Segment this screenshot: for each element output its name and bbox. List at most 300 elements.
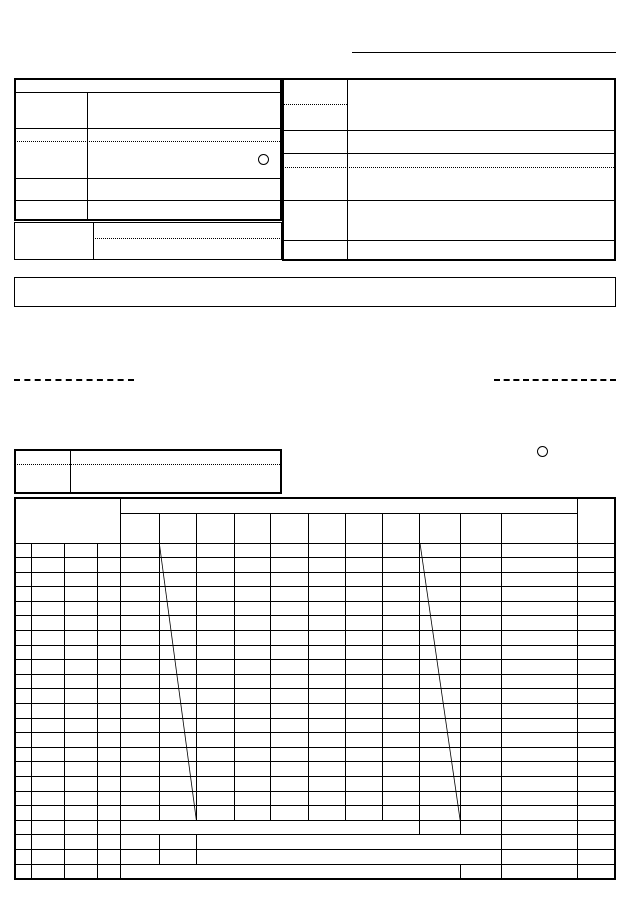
row-month[interactable] — [64, 631, 97, 646]
cell-one-month — [460, 747, 501, 762]
cell-exam[interactable] — [383, 777, 420, 792]
cell-exam[interactable] — [196, 747, 234, 762]
row-month[interactable] — [64, 558, 97, 573]
cell-exam[interactable] — [196, 543, 234, 558]
cell-exam[interactable] — [383, 601, 420, 616]
cell-total[interactable] — [501, 806, 577, 821]
row-day[interactable] — [97, 835, 120, 850]
col-newborn-hearing — [420, 513, 460, 543]
cell-exam[interactable] — [383, 733, 420, 748]
cell-total[interactable] — [501, 645, 577, 660]
col-htlv — [271, 513, 309, 543]
cell-exam[interactable] — [271, 645, 309, 660]
row-year[interactable] — [31, 864, 64, 879]
cell-exam[interactable] — [346, 631, 383, 646]
cell-exam[interactable] — [271, 718, 309, 733]
row-day[interactable] — [97, 587, 120, 602]
row-day[interactable] — [97, 747, 120, 762]
row-day[interactable] — [97, 718, 120, 733]
cell-remarks[interactable] — [578, 601, 615, 616]
row-year[interactable] — [31, 689, 64, 704]
cell-exam[interactable] — [309, 791, 346, 806]
cell-total[interactable] — [501, 820, 577, 835]
row-day[interactable] — [97, 733, 120, 748]
cell-exam[interactable] — [346, 689, 383, 704]
row-month[interactable] — [64, 791, 97, 806]
row-year[interactable] — [31, 777, 64, 792]
cell-exam[interactable] — [383, 674, 420, 689]
row-year[interactable] — [31, 601, 64, 616]
row-year[interactable] — [31, 704, 64, 719]
cell-exam[interactable] — [309, 558, 346, 573]
row-month[interactable] — [64, 864, 97, 879]
row-number — [15, 543, 31, 558]
cell-remarks[interactable] — [578, 572, 615, 587]
cell-exam[interactable] — [309, 616, 346, 631]
cell-postpartum[interactable] — [159, 835, 196, 850]
cell-exam[interactable] — [235, 631, 271, 646]
row-day[interactable] — [97, 704, 120, 719]
cell-total[interactable] — [501, 660, 577, 675]
cell-exam[interactable] — [271, 616, 309, 631]
cell-exam[interactable] — [346, 762, 383, 777]
table-row — [15, 791, 615, 806]
cell-remarks[interactable] — [578, 791, 615, 806]
cell-total[interactable] — [501, 543, 577, 558]
row-year[interactable] — [31, 747, 64, 762]
cell-exam[interactable] — [346, 747, 383, 762]
cell-exam[interactable] — [383, 543, 420, 558]
table-row — [15, 762, 615, 777]
cell-exam[interactable] — [346, 806, 383, 821]
cell-exam[interactable] — [196, 733, 234, 748]
cell-remarks[interactable] — [578, 849, 615, 864]
cell-exam[interactable] — [346, 777, 383, 792]
cell-exam[interactable] — [271, 601, 309, 616]
cell-remarks[interactable] — [578, 718, 615, 733]
row-year[interactable] — [31, 849, 64, 864]
cell-exam[interactable] — [309, 572, 346, 587]
cell-total[interactable] — [501, 791, 577, 806]
cell-total[interactable] — [501, 601, 577, 616]
row-month[interactable] — [64, 835, 97, 850]
cell-exam[interactable] — [271, 631, 309, 646]
cell-exam[interactable] — [235, 616, 271, 631]
cell-exam[interactable] — [346, 601, 383, 616]
cell-exam[interactable] — [346, 718, 383, 733]
cell-basic[interactable] — [120, 631, 159, 646]
cell-exam[interactable] — [196, 558, 234, 573]
cell-exam[interactable] — [309, 660, 346, 675]
cell-postpartum — [159, 689, 196, 704]
cell-exam[interactable] — [309, 645, 346, 660]
row-day[interactable] — [97, 689, 120, 704]
cell-remarks[interactable] — [578, 674, 615, 689]
cell-exam[interactable] — [196, 587, 234, 602]
cell-exam[interactable] — [271, 572, 309, 587]
cell-exam[interactable] — [309, 601, 346, 616]
cell-exam[interactable] — [346, 733, 383, 748]
cell-basic[interactable] — [120, 543, 159, 558]
cell-exam[interactable] — [346, 674, 383, 689]
table-row — [15, 718, 615, 733]
cell-exam[interactable] — [383, 747, 420, 762]
cell-exam[interactable] — [271, 660, 309, 675]
cell-basic[interactable] — [120, 791, 159, 806]
row-day[interactable] — [97, 762, 120, 777]
cell-total[interactable] — [501, 631, 577, 646]
cell-exam[interactable] — [235, 791, 271, 806]
row-day[interactable] — [97, 674, 120, 689]
cell-exam[interactable] — [235, 704, 271, 719]
cell-exam[interactable] — [309, 689, 346, 704]
cell-exam[interactable] — [271, 747, 309, 762]
row-month[interactable] — [64, 849, 97, 864]
row-month[interactable] — [64, 777, 97, 792]
row-month[interactable] — [64, 689, 97, 704]
cell-remarks[interactable] — [578, 733, 615, 748]
cell-exam[interactable] — [309, 747, 346, 762]
cell-exam[interactable] — [346, 587, 383, 602]
bank-name-input[interactable] — [349, 80, 613, 102]
cell-exam[interactable] — [346, 543, 383, 558]
cell-exam[interactable] — [235, 587, 271, 602]
cell-exam[interactable] — [346, 572, 383, 587]
row-year[interactable] — [31, 572, 64, 587]
row-day[interactable] — [97, 820, 120, 835]
cell-exam[interactable] — [346, 660, 383, 675]
cell-total[interactable] — [501, 674, 577, 689]
cell-exam[interactable] — [235, 558, 271, 573]
cell-exam[interactable] — [196, 631, 234, 646]
row-month[interactable] — [64, 733, 97, 748]
col-gbs — [346, 513, 383, 543]
cell-exam[interactable] — [196, 616, 234, 631]
cell-exam[interactable] — [383, 572, 420, 587]
cell-exam[interactable] — [383, 587, 420, 602]
cell-one-month — [460, 777, 501, 792]
cell-exam[interactable] — [383, 689, 420, 704]
cell-basic[interactable] — [120, 762, 159, 777]
cell-basic[interactable] — [120, 645, 159, 660]
cell-exam[interactable] — [235, 543, 271, 558]
cell-exam[interactable] — [196, 660, 234, 675]
cell-remarks[interactable] — [578, 762, 615, 777]
row-year[interactable] — [31, 791, 64, 806]
cell-exam[interactable] — [235, 806, 271, 821]
cell-exam[interactable] — [196, 572, 234, 587]
cell-exam[interactable] — [346, 704, 383, 719]
cell-basic[interactable] — [120, 806, 159, 821]
fee-header — [120, 498, 578, 513]
cell-total[interactable] — [501, 616, 577, 631]
cell-basic[interactable] — [120, 689, 159, 704]
cell-exam[interactable] — [383, 660, 420, 675]
cell-exam[interactable] — [235, 689, 271, 704]
cell-remarks[interactable] — [578, 645, 615, 660]
cell-exam[interactable] — [235, 718, 271, 733]
cell-exam[interactable] — [383, 762, 420, 777]
cell-exam[interactable] — [235, 572, 271, 587]
row-month[interactable] — [64, 587, 97, 602]
cell-one-month — [460, 631, 501, 646]
cell-one-month[interactable] — [460, 864, 501, 879]
table-row — [15, 543, 615, 558]
row-year[interactable] — [31, 820, 64, 835]
cell-exam[interactable] — [235, 645, 271, 660]
cell-exam[interactable] — [271, 558, 309, 573]
row-day[interactable] — [97, 601, 120, 616]
cell-basic[interactable] — [120, 777, 159, 792]
cell-newborn-hearing — [420, 601, 460, 616]
row-day[interactable] — [97, 806, 120, 821]
cell-basic[interactable] — [120, 718, 159, 733]
row-year[interactable] — [31, 660, 64, 675]
cell-basic[interactable] — [120, 616, 159, 631]
cell-exam[interactable] — [196, 704, 234, 719]
row-day[interactable] — [97, 864, 120, 879]
cell-remarks[interactable] — [578, 806, 615, 821]
cell-exam[interactable] — [309, 733, 346, 748]
row-year[interactable] — [31, 587, 64, 602]
col-postpartum — [159, 513, 196, 543]
visit-date-header — [15, 498, 120, 543]
patient-name-input[interactable] — [72, 466, 280, 492]
cell-exam[interactable] — [383, 718, 420, 733]
row-month[interactable] — [64, 820, 97, 835]
row-year[interactable] — [31, 645, 64, 660]
cell-total[interactable] — [501, 718, 577, 733]
cell-basic[interactable] — [120, 733, 159, 748]
cell-exam[interactable] — [196, 762, 234, 777]
cell-exam[interactable] — [309, 704, 346, 719]
table-row — [15, 660, 615, 675]
cell-exam[interactable] — [309, 674, 346, 689]
cell-remarks[interactable] — [578, 587, 615, 602]
row-number — [15, 660, 31, 675]
cell-exam[interactable] — [309, 777, 346, 792]
cell-exam[interactable] — [309, 762, 346, 777]
cell-newborn-hearing — [420, 806, 460, 821]
cell-exam[interactable] — [271, 587, 309, 602]
cell-exam[interactable] — [196, 689, 234, 704]
cell-exam[interactable] — [309, 543, 346, 558]
row-day[interactable] — [97, 572, 120, 587]
cell-exam[interactable] — [383, 704, 420, 719]
cell-postpartum — [159, 733, 196, 748]
row-number — [15, 704, 31, 719]
cell-remarks[interactable] — [578, 835, 615, 850]
row-month[interactable] — [64, 572, 97, 587]
table-row — [15, 733, 615, 748]
cell-basic[interactable] — [120, 572, 159, 587]
cell-remarks[interactable] — [578, 777, 615, 792]
row-month[interactable] — [64, 660, 97, 675]
row-month[interactable] — [64, 806, 97, 821]
cell-total[interactable] — [501, 689, 577, 704]
cell-exam[interactable] — [235, 777, 271, 792]
cell-newborn-hearing — [420, 777, 460, 792]
cell-exam[interactable] — [271, 762, 309, 777]
cell-exam[interactable] — [271, 689, 309, 704]
cell-exam[interactable] — [346, 558, 383, 573]
cell-exam[interactable] — [271, 791, 309, 806]
row-number — [15, 762, 31, 777]
address-input[interactable] — [90, 96, 278, 126]
row-year[interactable] — [31, 718, 64, 733]
row-month[interactable] — [64, 762, 97, 777]
cell-exam[interactable] — [196, 718, 234, 733]
cell-exam[interactable] — [309, 718, 346, 733]
cell-basic[interactable] — [120, 558, 159, 573]
cell-exam[interactable] — [346, 645, 383, 660]
cell-total[interactable] — [501, 704, 577, 719]
cell-exam[interactable] — [271, 777, 309, 792]
row-day[interactable] — [97, 543, 120, 558]
row-year[interactable] — [31, 543, 64, 558]
cell-total[interactable] — [501, 587, 577, 602]
table-row — [15, 631, 615, 646]
cell-exam[interactable] — [235, 733, 271, 748]
row-month[interactable] — [64, 645, 97, 660]
cell-basic[interactable] — [120, 601, 159, 616]
cell-exam[interactable] — [235, 762, 271, 777]
row-day[interactable] — [97, 791, 120, 806]
cell-total[interactable] — [501, 733, 577, 748]
cell-exam[interactable] — [383, 631, 420, 646]
row-year[interactable] — [31, 616, 64, 631]
row-number — [15, 689, 31, 704]
cell-postpartum — [159, 645, 196, 660]
cell-exam[interactable] — [196, 806, 234, 821]
cell-remarks[interactable] — [578, 616, 615, 631]
row-day[interactable] — [97, 777, 120, 792]
cell-exam[interactable] — [271, 733, 309, 748]
cell-exam[interactable] — [383, 806, 420, 821]
cell-exam[interactable] — [196, 601, 234, 616]
cell-total[interactable] — [501, 558, 577, 573]
cell-exam[interactable] — [309, 631, 346, 646]
row-year[interactable] — [31, 762, 64, 777]
cell-one-month — [460, 820, 501, 835]
row-number — [15, 572, 31, 587]
cell-remarks[interactable] — [578, 864, 615, 879]
cell-exam[interactable] — [383, 645, 420, 660]
cell-exam[interactable] — [346, 616, 383, 631]
row-number — [15, 747, 31, 762]
cell-exam[interactable] — [196, 777, 234, 792]
table-row — [15, 849, 615, 864]
cell-remarks[interactable] — [578, 631, 615, 646]
row-month[interactable] — [64, 718, 97, 733]
cell-exam[interactable] — [383, 558, 420, 573]
cell-remarks[interactable] — [578, 704, 615, 719]
cell-basic[interactable] — [120, 747, 159, 762]
row-day[interactable] — [97, 631, 120, 646]
cell-total[interactable] — [501, 747, 577, 762]
cell-one-month — [460, 806, 501, 821]
claimant-name-input[interactable] — [90, 131, 278, 177]
cell-one-month — [460, 616, 501, 631]
row-month[interactable] — [64, 704, 97, 719]
cell-exam[interactable] — [383, 791, 420, 806]
cell-exam[interactable] — [271, 543, 309, 558]
row-year[interactable] — [31, 674, 64, 689]
cell-exam[interactable] — [309, 587, 346, 602]
cell-postpartum — [159, 601, 196, 616]
row-month[interactable] — [64, 747, 97, 762]
cell-exam[interactable] — [271, 806, 309, 821]
row-month[interactable] — [64, 601, 97, 616]
cell-remarks[interactable] — [578, 543, 615, 558]
cell-exam[interactable] — [346, 791, 383, 806]
cell-newborn-hearing — [420, 543, 460, 558]
cell-remarks[interactable] — [578, 558, 615, 573]
cell-total[interactable] — [501, 835, 577, 850]
row-year[interactable] — [31, 558, 64, 573]
row-year[interactable] — [31, 631, 64, 646]
cell-basic[interactable] — [120, 704, 159, 719]
cell-basic[interactable] — [120, 587, 159, 602]
row-year[interactable] — [31, 733, 64, 748]
cell-blank — [196, 849, 501, 864]
cell-total[interactable] — [501, 864, 577, 879]
cell-remarks[interactable] — [578, 747, 615, 762]
cell-exam[interactable] — [235, 674, 271, 689]
table-row — [15, 689, 615, 704]
cell-blank — [120, 820, 420, 835]
cell-exam[interactable] — [309, 806, 346, 821]
cell-total[interactable] — [501, 777, 577, 792]
cell-exam[interactable] — [271, 704, 309, 719]
cell-exam[interactable] — [196, 674, 234, 689]
row-month[interactable] — [64, 616, 97, 631]
row-day[interactable] — [97, 616, 120, 631]
cell-exam[interactable] — [235, 660, 271, 675]
cell-total[interactable] — [501, 849, 577, 864]
cell-exam[interactable] — [383, 616, 420, 631]
row-month[interactable] — [64, 674, 97, 689]
cell-newborn-hearing — [420, 747, 460, 762]
cell-exam[interactable] — [235, 601, 271, 616]
cell-remarks[interactable] — [578, 820, 615, 835]
cell-total[interactable] — [501, 572, 577, 587]
row-day[interactable] — [97, 558, 120, 573]
row-day[interactable] — [97, 645, 120, 660]
cell-exam[interactable] — [235, 747, 271, 762]
cell-postpartum[interactable] — [159, 849, 196, 864]
row-month[interactable] — [64, 543, 97, 558]
cell-exam[interactable] — [196, 791, 234, 806]
account-holder-input[interactable] — [349, 169, 613, 198]
cell-basic — [120, 849, 159, 864]
row-day[interactable] — [97, 849, 120, 864]
cell-postpartum — [159, 762, 196, 777]
cell-remarks[interactable] — [578, 660, 615, 675]
row-number — [15, 835, 31, 850]
cell-exam[interactable] — [196, 645, 234, 660]
row-year[interactable] — [31, 806, 64, 821]
cell-basic[interactable] — [120, 674, 159, 689]
cell-remarks[interactable] — [578, 689, 615, 704]
cell-basic[interactable] — [120, 660, 159, 675]
row-day[interactable] — [97, 660, 120, 675]
cell-postpartum — [159, 704, 196, 719]
row-year[interactable] — [31, 835, 64, 850]
cell-total[interactable] — [501, 762, 577, 777]
cell-exam[interactable] — [271, 674, 309, 689]
cell-newborn-hearing[interactable] — [420, 820, 460, 835]
